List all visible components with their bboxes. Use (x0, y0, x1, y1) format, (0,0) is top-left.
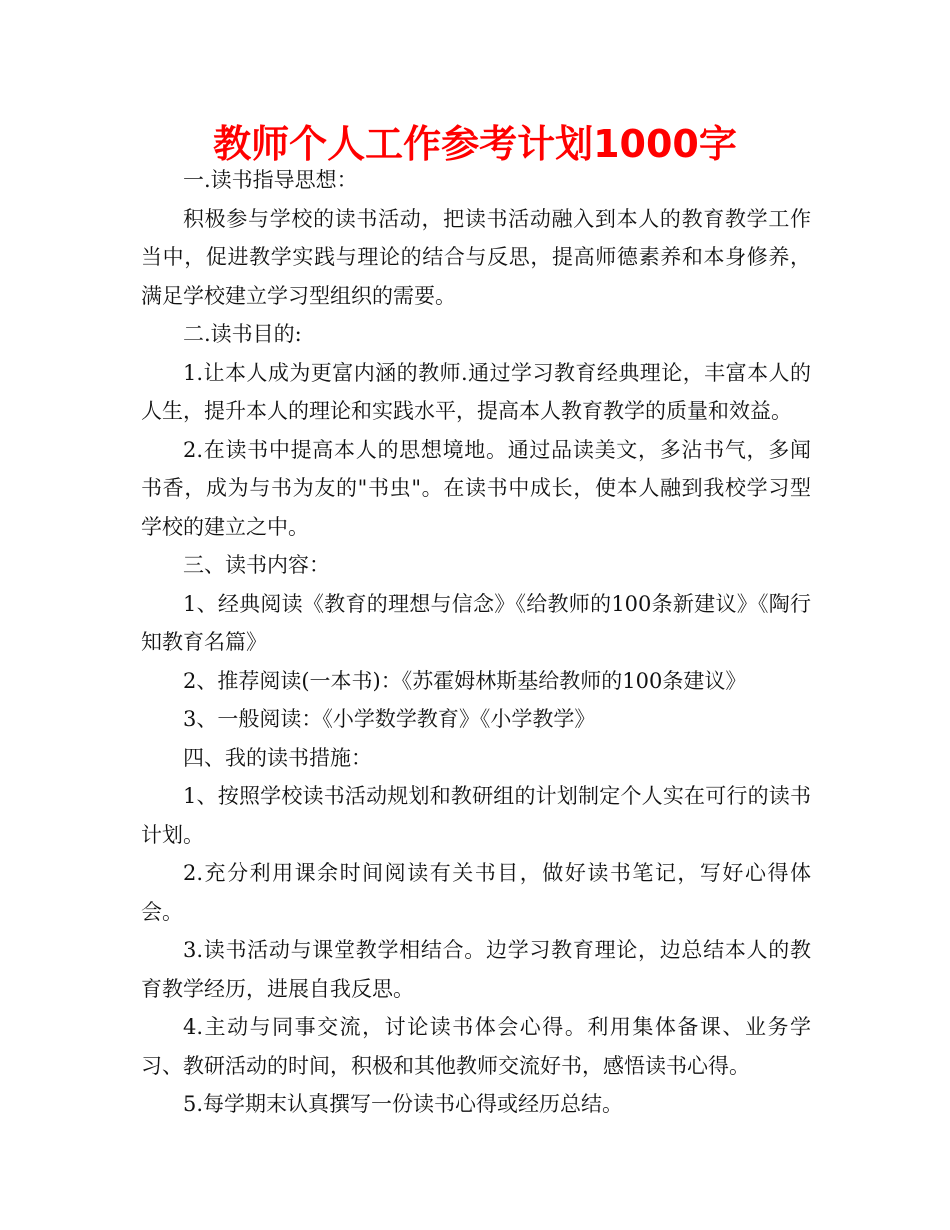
section-heading-reading-goals: 二.读书目的: (183, 322, 302, 346)
paragraph-goal-2: 2.在读书中提高本人的思想境地。通过品读美文，多沾书气，多闻书香，成为与书为友的"书虫"。在读书中成长，使本人融到我校学习型学校的建立之中。 (141, 437, 811, 539)
paragraph-content-3: 3、一般阅读：《小学数学教育》《小学教学》 (183, 707, 596, 731)
paragraph-measure-5: 5.每学期末认真撰写一份读书心得或经历总结。 (183, 1092, 624, 1116)
section-heading-reading-measures: 四、我的读书措施： (183, 745, 372, 770)
paragraph-measure-1: 1、按照学校读书活动规划和教研组的计划制定个人实在可行的读书计划。 (141, 784, 811, 847)
document-body (141, 161, 811, 1124)
paragraph-measure-2: 2.充分利用课余时间阅读有关书目，做好读书笔记，写好心得体会。 (141, 861, 811, 924)
paragraph-content-1: 1、经典阅读《教育的理想与信念》《给教师的100条新建议》《陶行知教育名篇》 (141, 591, 811, 654)
section-heading-reading-content: 三、读书内容： (183, 553, 330, 577)
paragraph-measure-4: 4.主动与同事交流，讨论读书体会心得。利用集体备课、业务学习、教研活动的时间，积极和其他教师交流好书，感悟读书心得。 (141, 1015, 811, 1078)
section-heading-guiding-thought: 一.读书指导思想： (183, 168, 358, 192)
paragraph-content-2: 2、推荐阅读(一本书)：《苏霍姆林斯基给教师的100条建议》 (183, 668, 747, 693)
paragraph-goal-1: 1.让本人成为更富内涵的教师.通过学习教育经典理论，丰富本人的人生，提升本人的理论和实践水平，提高本人教育教学的质量和效益。 (141, 360, 811, 423)
page-title: 教师个人工作参考计划1000字 (213, 122, 737, 166)
paragraph-measure-3: 3.读书活动与课堂教学相结合。边学习教育理论，边总结本人的教育教学经历，进展自我反思。 (141, 938, 811, 1001)
paragraph-guiding-thought: 积极参与学校的读书活动，把读书活动融入到本人的教育教学工作当中，促进教学实践与理论的结合与反思，提高师德素养和本身修养，满足学校建立学习型组织的需要。 (141, 206, 811, 308)
